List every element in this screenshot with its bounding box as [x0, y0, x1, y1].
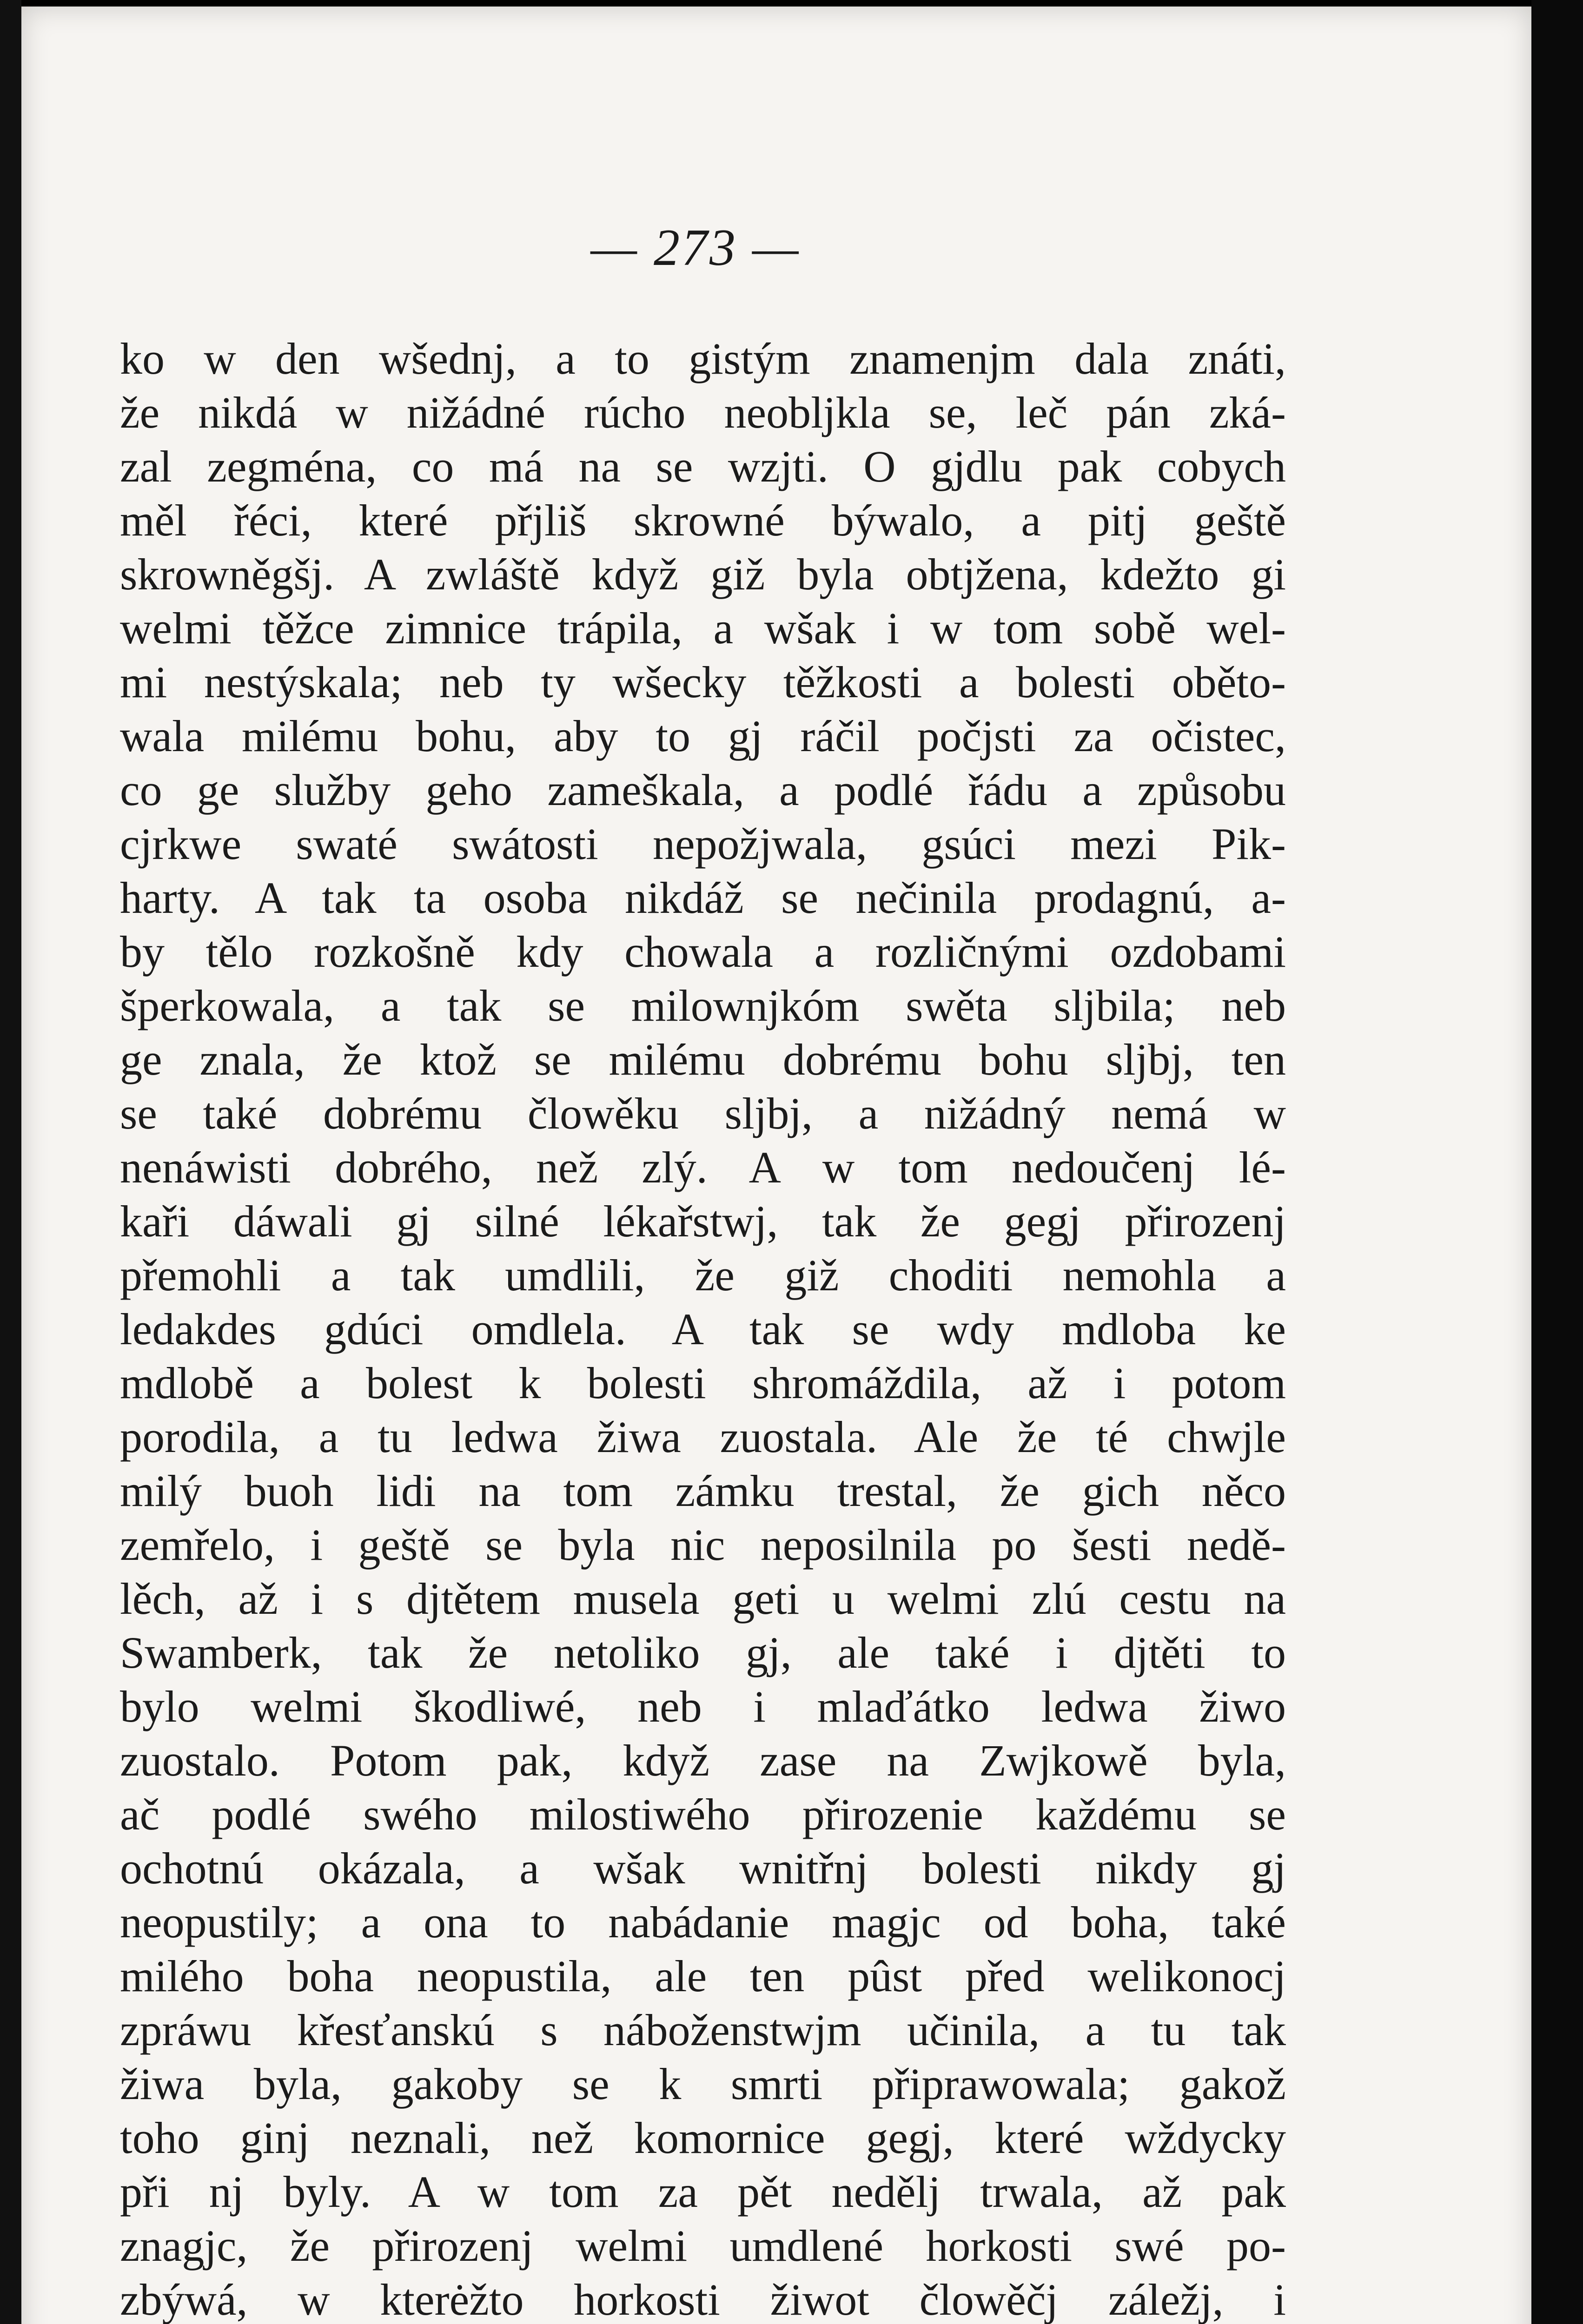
text-line: mdlobě a bolest k bolesti shromáždila, až i potom: [120, 1358, 1286, 1408]
text-line: welmi těžce zimnice trápila, a wšak i w tom sobě wel-: [120, 603, 1286, 653]
text-line: lěch, až i s djtětem musela geti u welmi zlú cestu na: [120, 1574, 1286, 1624]
text-line: měl řéci, které přjliš skrowné býwalo, a pitj geště: [120, 495, 1286, 545]
text-line: wala milému bohu, aby to gj ráčil počjsti za očistec,: [120, 711, 1286, 761]
text-line: milý buoh lidi na tom zámku trestal, že gich něco: [120, 1466, 1286, 1516]
text-line: mi nestýskala; neb ty wšecky těžkosti a bolesti oběto-: [120, 657, 1286, 707]
text-line: co ge služby geho zameškala, a podlé řádu a způsobu: [120, 765, 1286, 815]
text-line: ge znala, že ktož se milému dobrému bohu sljbj, ten: [120, 1035, 1286, 1084]
text-line: ledakdes gdúci omdlela. A tak se wdy mdloba ke: [120, 1304, 1286, 1354]
text-line: Swamberk, tak že netoliko gj, ale také i djtěti to: [120, 1628, 1286, 1677]
text-line: toho ginj neznali, než komornice gegj, které wždycky: [120, 2113, 1286, 2163]
text-line: znagjc, že přirozenj welmi umdlené horkosti swé po-: [120, 2221, 1286, 2271]
text-line: zal zegména, co má na se wzjti. O gjdlu pak cobych: [120, 442, 1286, 491]
text-line: zbýwá, w kterėžto horkosti žiwot člowěčj záležj, i: [120, 2275, 1286, 2324]
text-line: zemřelo, i geště se byla nic neposilnila po šesti nedě-: [120, 1520, 1286, 1570]
text-line: zuostalo. Potom pak, když zase na Zwjkowě byla,: [120, 1736, 1286, 1785]
text-line: přemohli a tak umdlili, že giž choditi nemohla a: [120, 1250, 1286, 1300]
scan-right-border: [1531, 0, 1583, 2324]
text-line: cjrkwe swaté swátosti nepožjwala, gsúci mezi Pik-: [120, 819, 1286, 869]
text-line: harty. A tak ta osoba nikdáž se nečinila prodagnú, a-: [120, 873, 1286, 923]
text-line: se také dobrému člowěku sljbj, a nižádný nemá w: [120, 1089, 1286, 1138]
text-line: zpráwu křesťanskú s náboženstwjm učinila, a tu tak: [120, 2005, 1286, 2055]
text-line: porodila, a tu ledwa žiwa zuostala. Ale že té chwjle: [120, 1412, 1286, 1462]
text-line: skrowněgšj. A zwláště když giž byla obtjžena, kdežto gi: [120, 549, 1286, 599]
text-line: kaři dáwali gj silné lékařstwj, tak že gegj přirozenj: [120, 1196, 1286, 1246]
scan-left-border: [0, 0, 21, 2324]
text-line: milého boha neopustila, ale ten pûst před welikonocj: [120, 1951, 1286, 2001]
text-line: bylo welmi škodliwé, neb i mlaďátko ledwa žiwo: [120, 1682, 1286, 1731]
text-line: šperkowala, a tak se milownjkóm swěta sljbila; neb: [120, 981, 1286, 1030]
text-line: nenáwisti dobrého, než zlý. A w tom nedoučenj lé-: [120, 1142, 1286, 1192]
text-line: ko w den wšednj, a to gistým znamenjm dala znáti,: [120, 334, 1286, 383]
body-text: [120, 332, 1286, 2324]
text-line: žiwa byla, gakoby se k smrti připrawowala; gakož: [120, 2059, 1286, 2109]
text-line: by tělo rozkošně kdy chowala a rozličnými ozdobami: [120, 927, 1286, 977]
text-line: neopustily; a ona to nabádanie magjc od boha, také: [120, 1897, 1286, 1947]
text-line: ač podlé swého milostiwého přirozenie každému se: [120, 1789, 1286, 1839]
page-number: — 273 —: [590, 219, 801, 277]
text-line: ochotnú okázala, a wšak wnitřnj bolesti nikdy gj: [120, 1843, 1286, 1893]
text-line: že nikdá w nižádné rúcho neobljkla se, leč pán zká-: [120, 388, 1286, 437]
text-line: při nj byly. A w tom za pět nedělj trwala, až pak: [120, 2167, 1286, 2217]
book-page: [21, 7, 1531, 2324]
